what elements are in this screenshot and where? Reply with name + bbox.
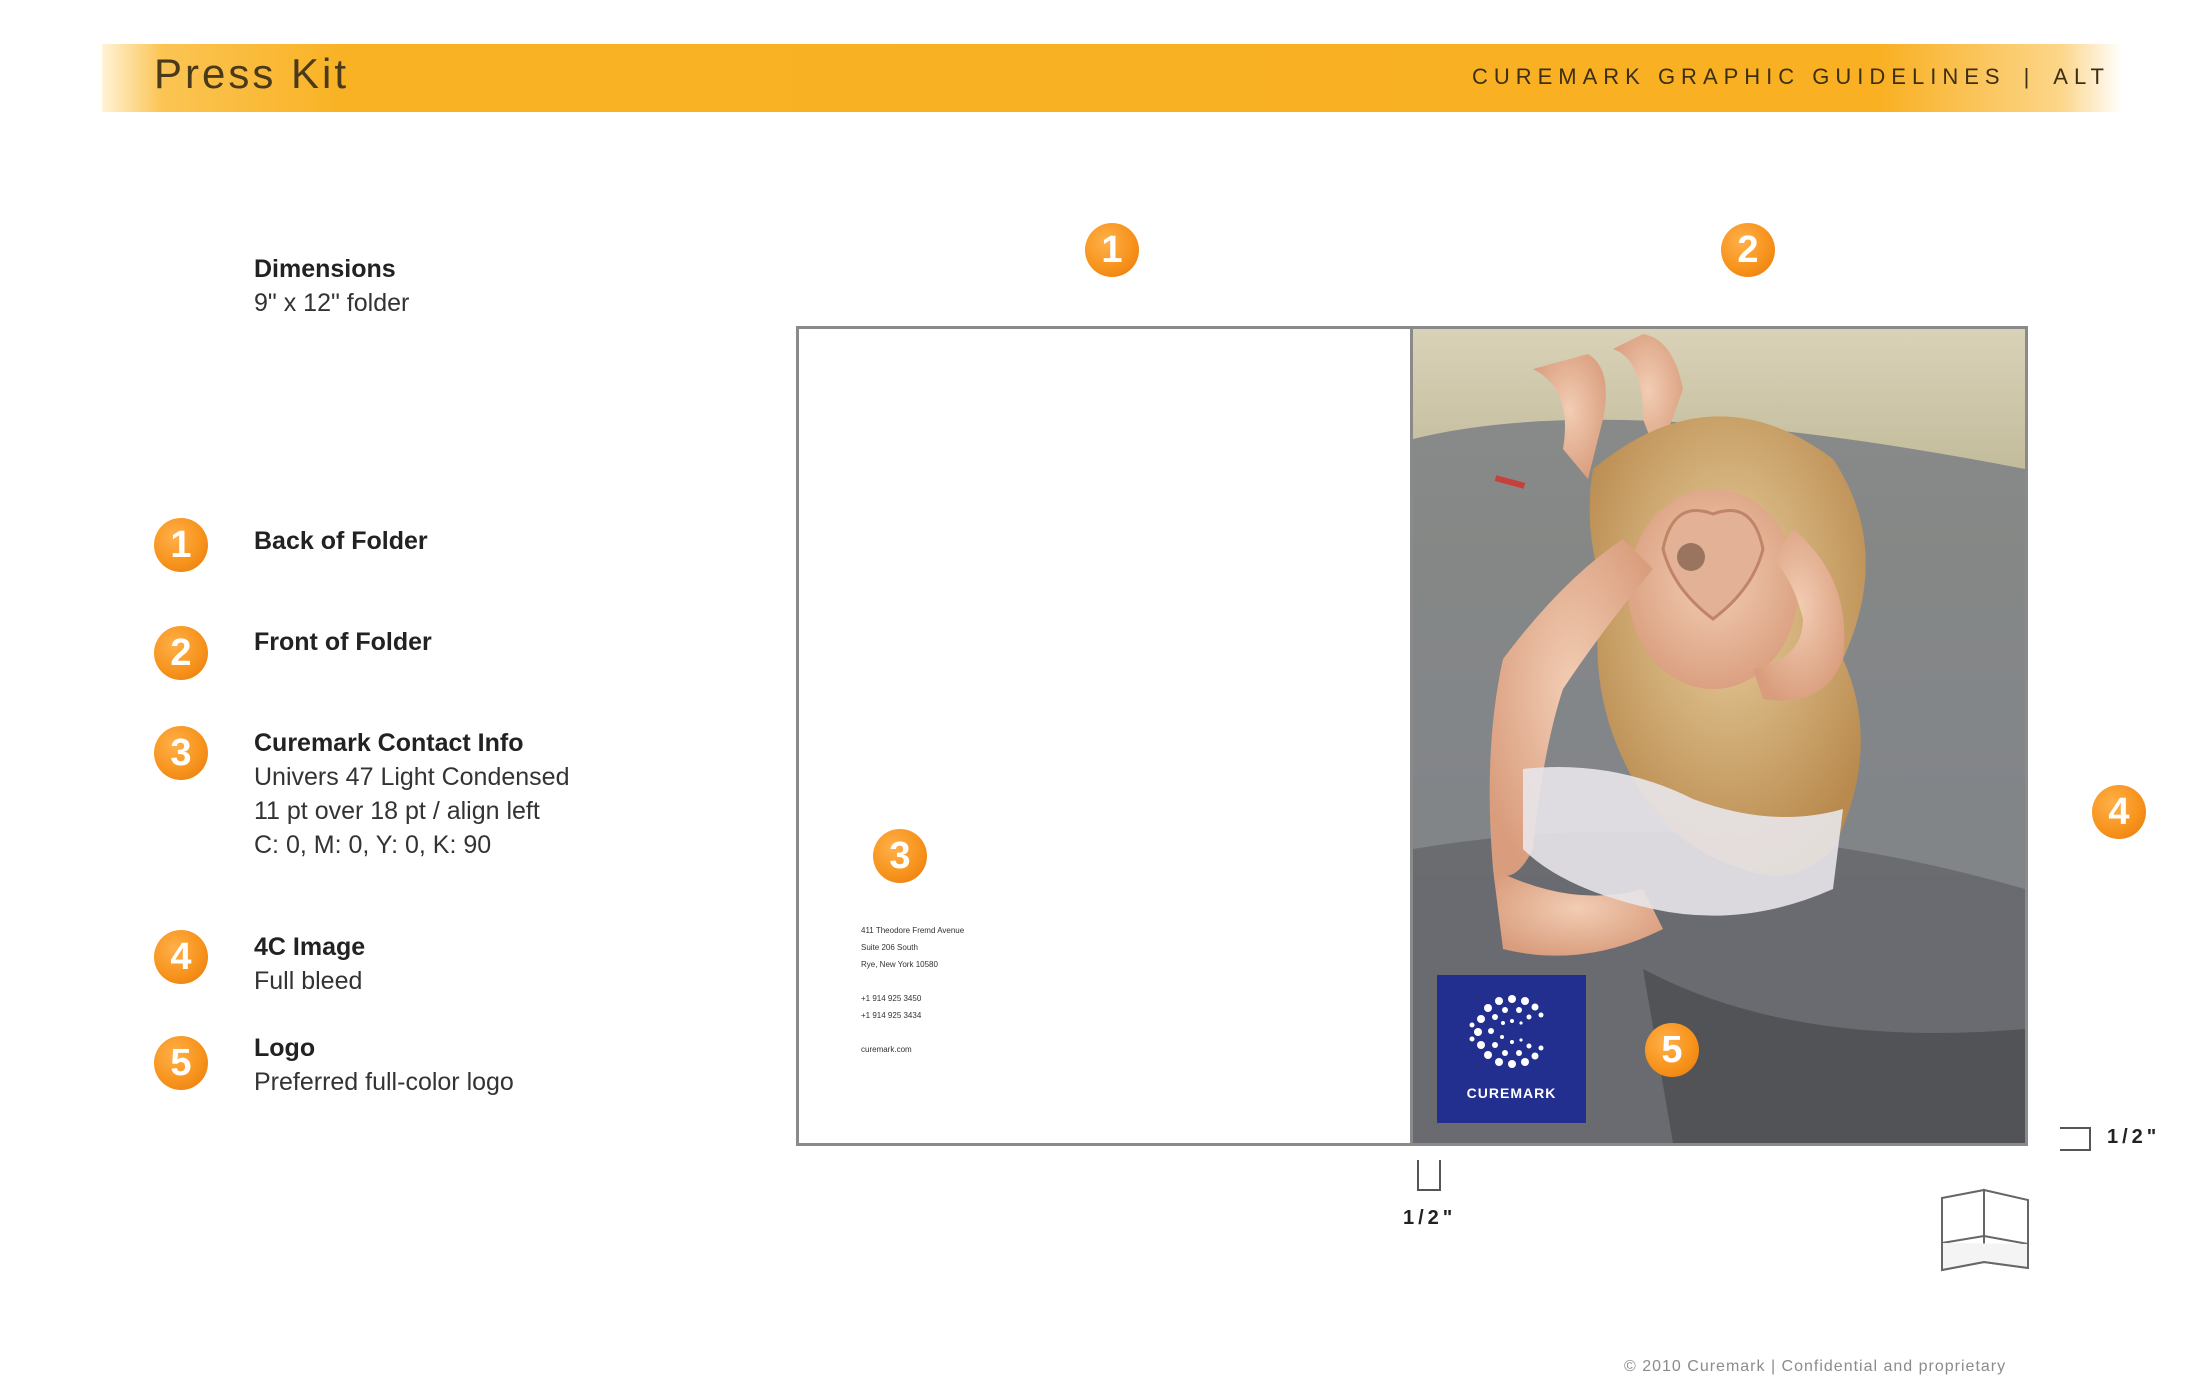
footer-copyright: © 2010 Curemark | Confidential and proprietary [1624, 1358, 2007, 1375]
contact-spacer [861, 973, 964, 990]
header-separator: | [2023, 64, 2036, 89]
right-margin-indicator [2060, 1126, 2092, 1152]
legend-item-front-of-folder [254, 625, 432, 659]
right-margin-label: 1/2" [2107, 1126, 2161, 1148]
legend-number-3: 3 [154, 726, 208, 780]
contact-phone: +1 914 925 3434 [861, 1011, 922, 1020]
legend-item-4c-image [254, 930, 365, 998]
legend-title: 4C Image [254, 933, 366, 961]
legend-title: Front of Folder [254, 628, 432, 656]
legend-title: Logo [254, 1034, 316, 1062]
contact-website: curemark.com [861, 1045, 912, 1054]
guideline-name: CUREMARK GRAPHIC GUIDELINES [1471, 64, 2006, 89]
bottom-margin-label: 1/2" [1403, 1207, 1457, 1229]
contact-address-line: Suite 206 South [861, 943, 918, 952]
legend-item-logo [254, 1031, 514, 1099]
legend-line: Univers 47 Light Condensed [254, 763, 570, 791]
diagram-marker-1: 1 [1085, 223, 1139, 277]
dimensions-value: 9" x 12" folder [254, 289, 410, 317]
diagram-marker-3: 3 [873, 829, 927, 883]
diagram-marker-5: 5 [1645, 1023, 1699, 1077]
legend-item-back-of-folder [254, 524, 428, 558]
legend-number-1: 1 [154, 518, 208, 572]
legend-line: Full bleed [254, 967, 363, 995]
contact-phone: +1 914 925 3450 [861, 994, 922, 1003]
legend-number-2: 2 [154, 626, 208, 680]
legend-item-contact-info [254, 726, 569, 862]
contact-address-line: 411 Theodore Fremd Avenue [861, 926, 965, 935]
curemark-logo [1437, 975, 1586, 1123]
contact-spacer [861, 1024, 964, 1041]
guideline-version: ALT [2053, 64, 2110, 89]
legend-line: 11 pt over 18 pt / align left [254, 797, 540, 825]
diagram-marker-4: 4 [2092, 785, 2146, 839]
legend-line: Preferred full-color logo [254, 1068, 514, 1096]
contact-address-line: Rye, New York 10580 [861, 960, 938, 969]
page-title: Press Kit [154, 50, 350, 97]
logo-wordmark: CUREMARK [1466, 1085, 1557, 1101]
legend-number-4: 4 [154, 930, 208, 984]
legend-number-5: 5 [154, 1036, 208, 1090]
contact-info-block [861, 922, 964, 1058]
bottom-margin-indicator [1416, 1160, 1442, 1192]
curemark-logo-mark [1437, 975, 1586, 1085]
legend-title: Curemark Contact Info [254, 729, 524, 757]
legend-line: C: 0, M: 0, Y: 0, K: 90 [254, 831, 492, 859]
dimensions-block [254, 252, 409, 320]
dimensions-heading: Dimensions [254, 255, 396, 283]
diagram-marker-2: 2 [1721, 223, 1775, 277]
folder-fold-icon [1940, 1188, 2030, 1272]
guideline-title [1472, 64, 2110, 90]
legend-title: Back of Folder [254, 527, 428, 555]
